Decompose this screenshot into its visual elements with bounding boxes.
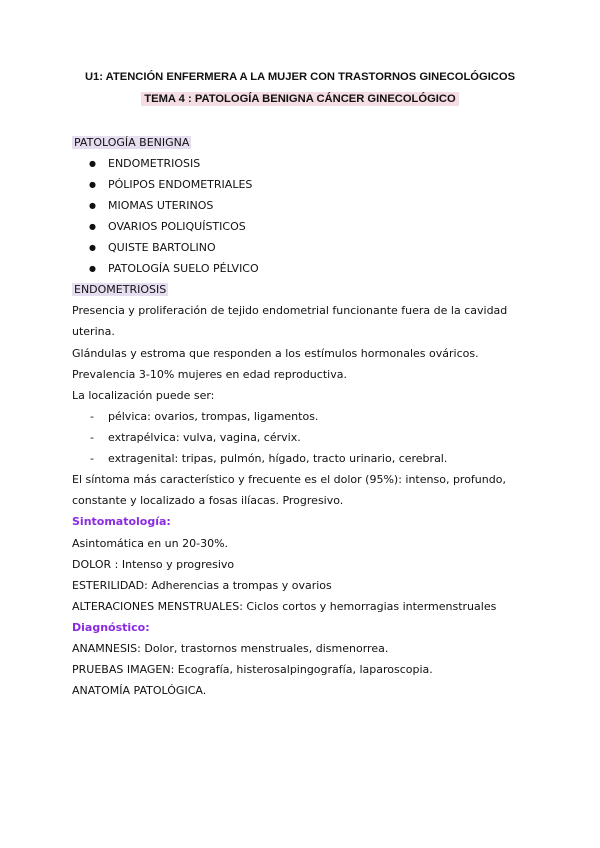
benigna-heading-text: PATOLOGÍA BENIGNA — [74, 136, 190, 149]
benigna-item: PATOLOGÍA SUELO PÉLVICO — [108, 262, 259, 275]
bullet-icon: ● — [89, 180, 96, 189]
localizacion-item: extrapélvica: vulva, vagina, cérvix. — [108, 431, 301, 444]
bullet-icon: ● — [89, 222, 96, 231]
definition-line: uterina. — [72, 325, 115, 338]
bullet-icon: ● — [89, 264, 96, 273]
dash-icon: - — [90, 410, 94, 423]
diagnostico-heading: Diagnóstico: — [72, 621, 150, 634]
sintomatologia-item: ALTERACIONES MENSTRUALES: Ciclos cortos y hemorragias intermenstruales — [72, 600, 497, 613]
sintomatologia-item: ESTERILIDAD: Adherencias a trompas y ovarios — [72, 579, 332, 592]
localizacion-item: extragenital: tripas, pulmón, hígado, tracto urinario, cerebral. — [108, 452, 448, 465]
sintomatologia-item: DOLOR : Intenso y progresivo — [72, 558, 235, 571]
benigna-item: OVARIOS POLIQUÍSTICOS — [108, 220, 246, 233]
diagnostico-item: ANAMNESIS: Dolor, trastornos menstruales, dismenorrea. — [72, 642, 389, 655]
endometriosis-heading — [72, 283, 168, 297]
localizacion-intro: La localización puede ser: — [72, 389, 215, 402]
sintomatologia-heading: Sintomatología: — [72, 515, 171, 528]
diagnostico-item: PRUEBAS IMAGEN: Ecografía, histerosalpingografía, laparoscopia. — [72, 663, 433, 676]
sintoma-line: El síntoma más característico y frecuente es el dolor (95%): intenso, profundo, — [72, 473, 506, 486]
benigna-heading — [72, 136, 191, 150]
sintoma-line: constante y localizado a fosas ilíacas. Progresivo. — [72, 494, 344, 507]
subtitle-text: TEMA 4 : PATOLOGÍA BENIGNA CÁNCER GINECOLÓGICO — [141, 92, 458, 106]
dash-icon: - — [90, 431, 94, 444]
benigna-item: ENDOMETRIOSIS — [108, 157, 201, 170]
diagnostico-item: ANATOMÍA PATOLÓGICA. — [72, 684, 207, 697]
definition-line: Presencia y proliferación de tejido endometrial funcionante fuera de la cavidad — [72, 304, 508, 317]
prevalencia-text: Prevalencia 3-10% mujeres en edad reproductiva. — [72, 368, 347, 381]
dash-icon: - — [90, 452, 94, 465]
benigna-item: PÓLIPOS ENDOMETRIALES — [108, 178, 253, 191]
localizacion-item: pélvica: ovarios, trompas, ligamentos. — [108, 410, 319, 423]
glandulas-text: Glándulas y estroma que responden a los estímulos hormonales ováricos. — [72, 347, 479, 360]
endometriosis-heading-text: ENDOMETRIOSIS — [74, 283, 167, 296]
document-title: U1: ATENCIÓN ENFERMERA A LA MUJER CON TRASTORNOS GINECOLÓGICOS — [84, 71, 516, 83]
bullet-icon: ● — [89, 159, 96, 168]
bullet-icon: ● — [89, 201, 96, 210]
bullet-icon: ● — [89, 243, 96, 252]
document-subtitle — [0, 93, 600, 105]
benigna-item: MIOMAS UTERINOS — [108, 199, 214, 212]
sintomatologia-item: Asintomática en un 20-30%. — [72, 537, 229, 550]
benigna-item: QUISTE BARTOLINO — [108, 241, 216, 254]
